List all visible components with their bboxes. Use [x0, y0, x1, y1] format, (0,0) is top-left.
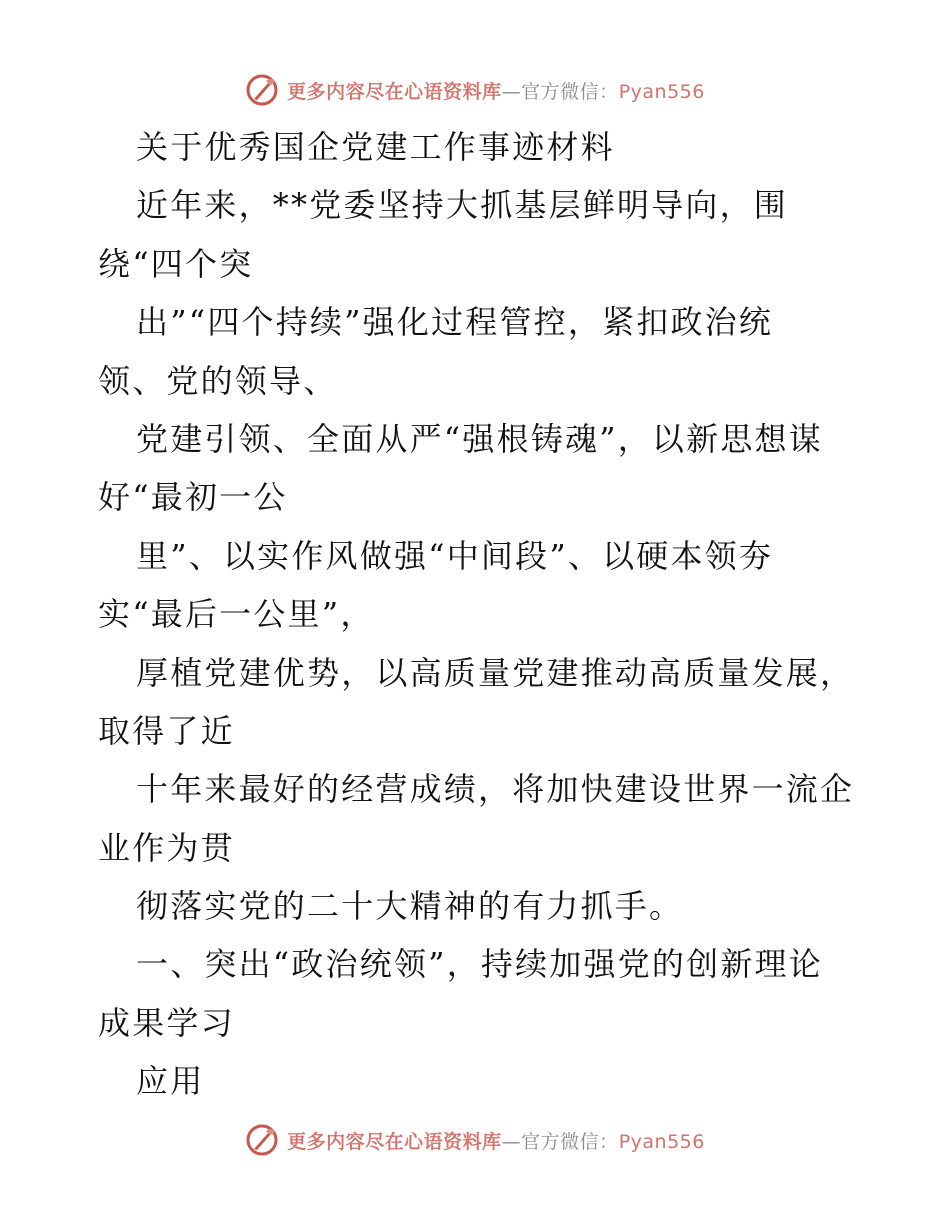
- text-line: 业作为贯: [98, 828, 235, 867]
- quill-logo-icon: [245, 1123, 279, 1157]
- text-line: 成果学习: [98, 1003, 235, 1042]
- text-line: 近年来，**党委坚持大抓基层鲜明导向，围: [136, 186, 789, 225]
- text-line: 好“最初一公: [98, 478, 288, 517]
- text-line: 里”、以实作风做强“中间段”、以硬本领夯: [136, 536, 774, 575]
- text-line: 应用: [136, 1062, 205, 1101]
- text-line: 一、突出“政治统领”，持续加强党的创新理论: [136, 945, 823, 984]
- text-line: 厚植党建优势，以高质量党建推动高质量发展，: [136, 653, 855, 692]
- document-title: 关于优秀国企党建工作事迹材料: [136, 128, 615, 166]
- document-body: [98, 118, 878, 1111]
- footer-watermark: [0, 1120, 950, 1160]
- quill-logo-icon: [245, 73, 279, 107]
- text-line: 领、党的领导、: [98, 361, 338, 400]
- text-line: 绕“四个突: [98, 244, 254, 283]
- watermark-wechat-label: —官方微信：: [501, 1130, 619, 1153]
- watermark-wechat-id: Pyan556: [618, 1130, 705, 1153]
- watermark-wechat-id: Pyan556: [618, 80, 705, 103]
- header-watermark: [0, 70, 950, 110]
- text-line: 彻落实党的二十大精神的有力抓手。: [136, 887, 684, 926]
- watermark-brand: 更多内容尽在心语资料库: [287, 1130, 502, 1153]
- watermark-wechat-label: —官方微信：: [501, 80, 619, 103]
- text-line: 取得了近: [98, 711, 235, 750]
- text-line: 出”“四个持续”强化过程管控，紧扣政治统: [136, 303, 774, 342]
- text-line: 实“最后一公里”，: [98, 595, 375, 634]
- text-line: 十年来最好的经营成绩，将加快建设世界一流企: [136, 770, 855, 809]
- watermark-brand: 更多内容尽在心语资料库: [287, 80, 502, 103]
- text-line: 党建引领、全面从严“强根铸魂”，以新思想谋: [136, 419, 823, 458]
